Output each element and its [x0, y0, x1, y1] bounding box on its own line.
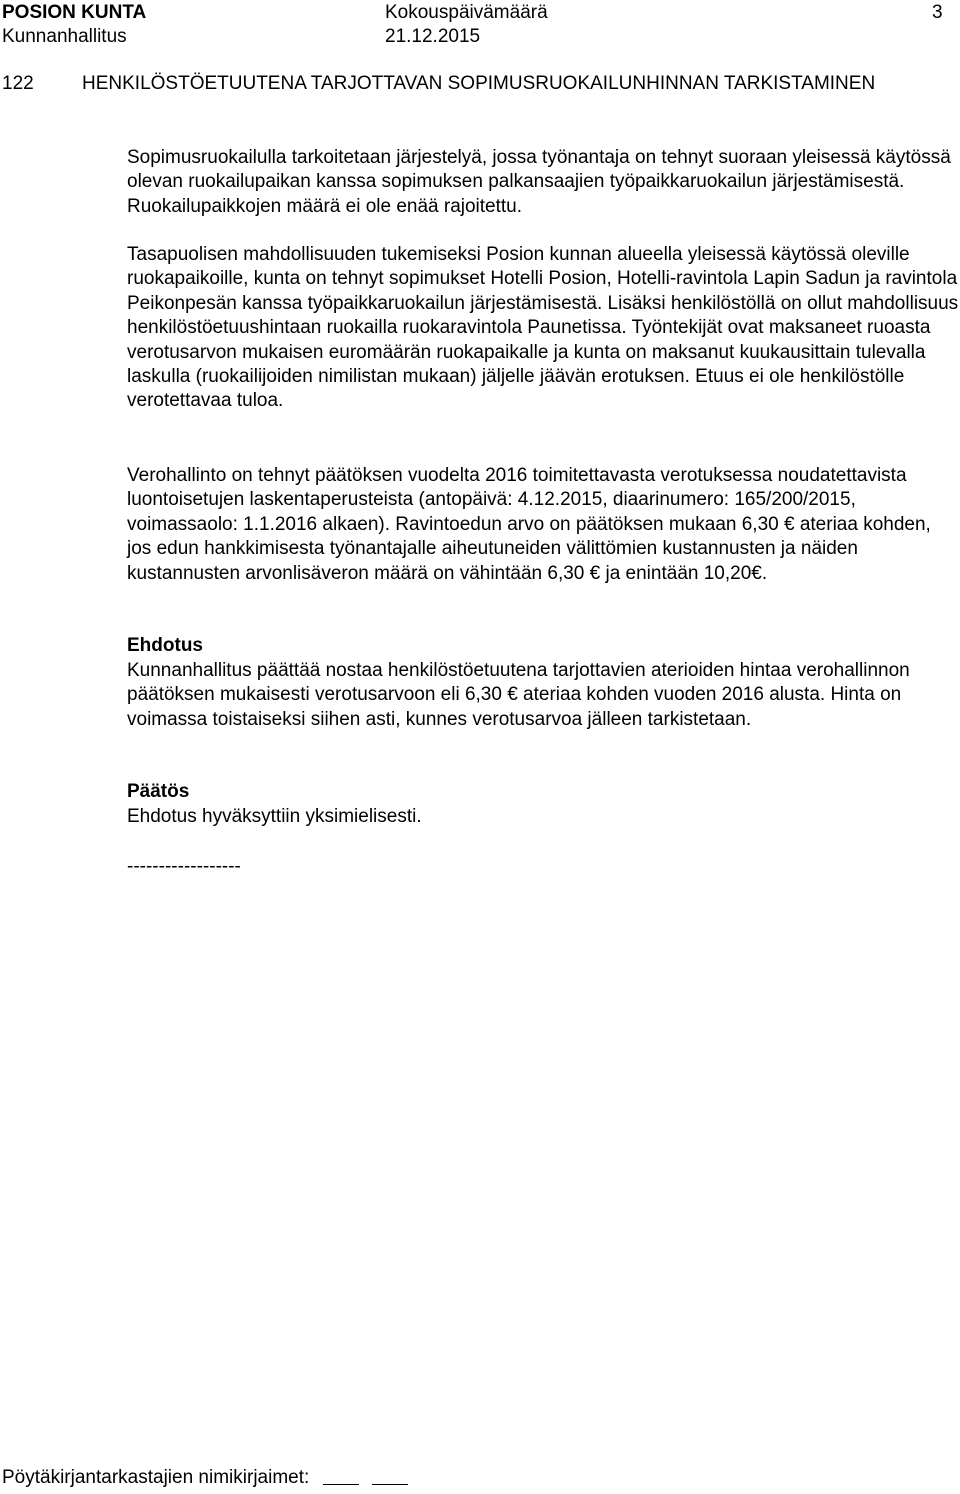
proposal-text: Kunnanhallitus päättää nostaa henkilöstöetuutena tarjottavien aterioiden hintaa verohallinnon päätöksen mukaisesti verotusarvoon eli 6,30 € ateriaa kohden vuoden 2016 alusta. Hinta on voimassa toistaiseksi siihen asti, kunnes verotusarvoa jälleen tarkistetaan. — [127, 660, 910, 730]
decision-heading: Päätös — [127, 781, 190, 802]
item-title: HENKILÖSTÖETUUTENA TARJOTTAVAN SOPIMUSRUOKAILUNHINNAN TARKISTAMINEN — [82, 73, 876, 94]
footer-label: Pöytäkirjantarkastajien nimikirjaimet: — [2, 1467, 310, 1488]
proposal-heading: Ehdotus — [127, 635, 203, 656]
header-date-label: Kokouspäivämäärä — [385, 2, 548, 23]
decision-text: Ehdotus hyväksyttiin yksimielisesti. — [127, 806, 422, 827]
initials-line-1 — [323, 1470, 359, 1485]
header-body: Kunnanhallitus — [2, 26, 127, 47]
footer-signature — [2, 1466, 408, 1490]
header-page-number: 3 — [932, 2, 943, 23]
initials-line-2 — [372, 1470, 408, 1485]
paragraph-tax-decision: Verohallinto on tehnyt päätöksen vuodelta 2016 toimitettavasta verotuksessa noudatettavista luontoisetujen laskentaperusteista (antopäivä: 4.12.2015, diaarinumero: 165/200/2015, voimassaolo: 1.1.2016 alkaen). Ravintoedun arvo on päätöksen mukaan 6,30 € ateriaa kohden, jos edun hankkimisesta työnantajalle aiheutuneiden välittömien kustannusten ja näiden kustannusten arvonlisäveron määrä on vähintään 6,30 € ja enintään 10,20€. — [127, 465, 931, 584]
separator-line: ------------------ — [127, 856, 241, 877]
paragraph-definition: Sopimusruokailulla tarkoitetaan järjestelyä, jossa työnantaja on tehnyt suoraan yleisessä käytössä olevan ruokailupaikan kanssa sopimuksen palkansaajien työpaikkaruokailun järjestämisestä. Ruokailupaikkojen määrä ei ole enää rajoitettu. — [127, 147, 951, 217]
header-date: 21.12.2015 — [385, 26, 481, 47]
header-organization: POSION KUNTA — [2, 2, 147, 23]
item-number: 122 — [2, 73, 34, 94]
paragraph-agreements: Tasapuolisen mahdollisuuden tukemiseksi Posion kunnan alueella yleisessä käytössä oleville ruokapaikoille, kunta on tehnyt sopimukset Hotelli Posion, Hotelli-ravintola Lapin Sadun ja ravintola Peikonpesän kanssa työpaikkaruokailun järjestämisestä. Lisäksi henkilöstöllä on ollut mahdollisuus henkilöstöetuushintaan ruokailla ruokaravintola Paunetissa. Työntekijät ovat maksaneet ruoasta verotusarvon mukaisen euromäärän ruokapaikalle ja kunta on maksanut kuukausittain tulevalla laskulla (ruokailijoiden nimilistan mukaan) jäljelle jäävän erotuksen. Etuus ei ole henkilöstölle verotettavaa tuloa. — [127, 244, 959, 412]
